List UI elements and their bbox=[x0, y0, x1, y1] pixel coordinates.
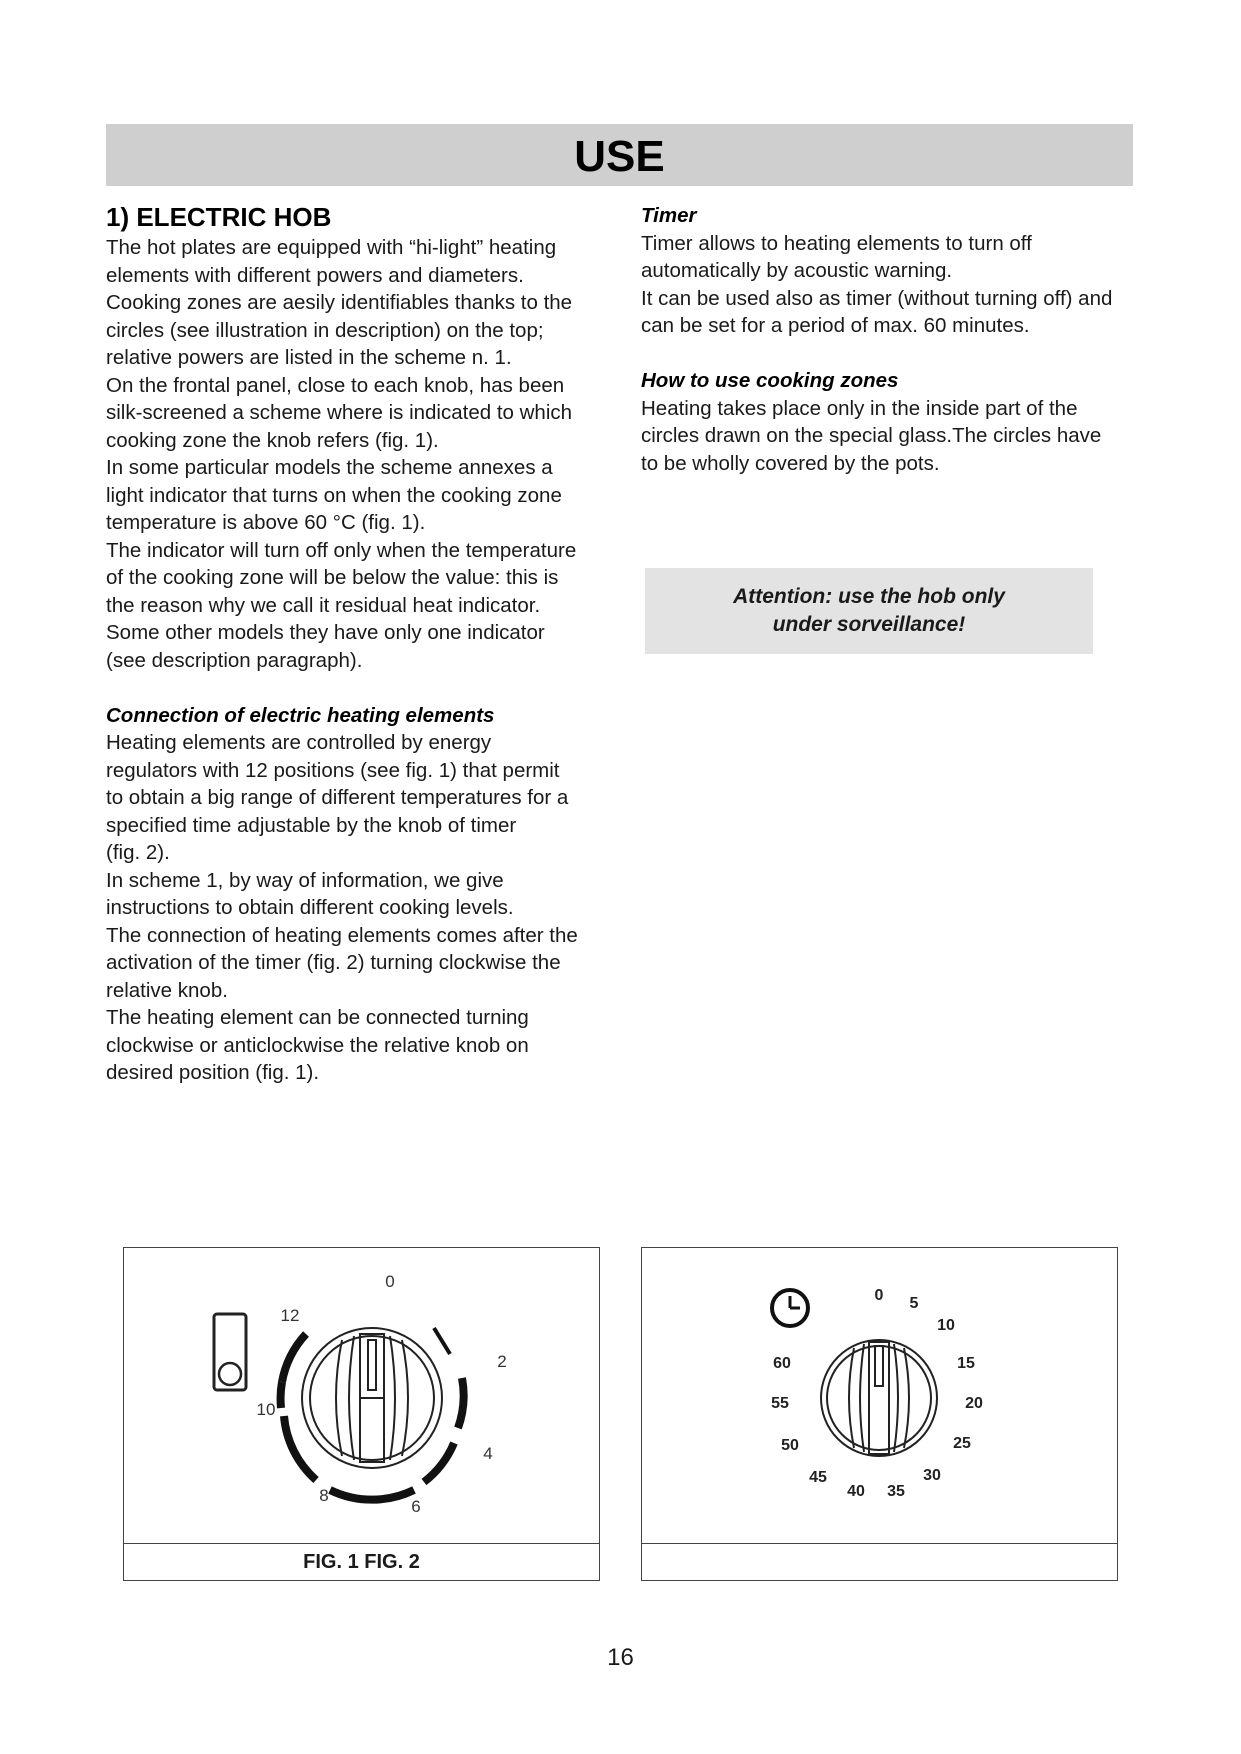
cooking-zones-text-line: Heating takes place only in the inside part of the bbox=[641, 396, 1078, 420]
intro-text-line: temperature is above 60 °C (fig. 1). bbox=[106, 511, 426, 534]
timer-label-50: 50 bbox=[781, 1437, 799, 1454]
scale-arc-segment bbox=[330, 1490, 414, 1500]
timer-label-0: 0 bbox=[874, 1287, 884, 1304]
electric-hob-heading: 1) ELECTRIC HOB bbox=[106, 202, 332, 232]
figure-timer-knob bbox=[641, 1247, 1118, 1581]
regulator-knob-drawing bbox=[124, 1248, 599, 1544]
intro-text-line: cooking zone the knob refers (fig. 1). bbox=[106, 428, 439, 452]
intro-text-line: relative powers are listed in the scheme n. 1. bbox=[106, 346, 512, 369]
page-number: 16 bbox=[607, 1644, 634, 1671]
intro-text-line: The hot plates are equipped with “hi-light” heating bbox=[106, 236, 557, 259]
section-title: USE bbox=[574, 132, 665, 181]
timer-knob-handle bbox=[869, 1342, 889, 1454]
cooking-zones-paragraph bbox=[641, 395, 1161, 478]
timer-label-5: 5 bbox=[909, 1295, 919, 1312]
timer-label-25: 25 bbox=[953, 1435, 971, 1452]
connection-text-line: (fig. 2). bbox=[106, 841, 170, 864]
timer-label-35: 35 bbox=[887, 1483, 905, 1500]
clock-icon bbox=[772, 1290, 808, 1326]
connection-text-line: clockwise or anticlockwise the relative knob on bbox=[106, 1033, 529, 1057]
timer-label-60: 60 bbox=[773, 1355, 791, 1372]
knob-grip-line bbox=[349, 1336, 354, 1460]
timer-knob-inner-ring bbox=[827, 1346, 931, 1450]
knob-grip-line bbox=[402, 1340, 408, 1456]
intro-text-line: In some particular models the scheme annexes a bbox=[106, 456, 553, 479]
timer-paragraph bbox=[641, 230, 1161, 340]
indicator-light-icon bbox=[219, 1363, 241, 1385]
timer-label-15: 15 bbox=[957, 1355, 975, 1372]
knob-grip-line bbox=[904, 1348, 909, 1448]
knob-grip-line bbox=[390, 1336, 395, 1460]
timer-text-line: automatically by acoustic warning. bbox=[641, 259, 953, 282]
scale-arc-segment bbox=[458, 1378, 464, 1428]
connection-text-line: regulators with 12 positions (see fig. 1) that permit bbox=[106, 758, 560, 782]
timer-text-line: It can be used also as timer (without turning off) and bbox=[641, 286, 1113, 310]
connection-text-line: activation of the timer (fig. 2) turning clockwise the bbox=[106, 951, 561, 974]
figure-caption: FIG. 1 FIG. 2 bbox=[124, 1543, 599, 1580]
timer-label-45: 45 bbox=[809, 1469, 827, 1486]
intro-text-line: Cooking zones are aesily identifiables thanks to the bbox=[106, 291, 573, 314]
attention-line-1: Attention: use the hob only bbox=[733, 585, 1005, 608]
right-column bbox=[641, 202, 1161, 477]
scale-arc-segment bbox=[282, 1334, 306, 1382]
cooking-zones-text-line: circles drawn on the special glass.The circles have bbox=[641, 424, 1102, 447]
knob-grip-line bbox=[860, 1344, 864, 1452]
connection-text-line: relative knob. bbox=[106, 978, 228, 1002]
cooking-zones-heading: How to use cooking zones bbox=[641, 369, 899, 392]
connection-text-line: specified time adjustable by the knob of timer bbox=[106, 813, 517, 837]
intro-paragraph bbox=[106, 234, 626, 674]
scale-label-2: 2 bbox=[497, 1352, 507, 1371]
scale-arc-segment bbox=[284, 1416, 316, 1480]
connection-text-line: In scheme 1, by way of information, we give bbox=[106, 868, 504, 892]
intro-text-line: elements with different powers and diameters. bbox=[106, 263, 524, 287]
cooking-zones-text-line: to be wholly covered by the pots. bbox=[641, 451, 940, 475]
left-column bbox=[106, 200, 626, 1087]
connection-text-line: desired position (fig. 1). bbox=[106, 1061, 320, 1084]
connection-text-line: The connection of heating elements comes after the bbox=[106, 923, 578, 947]
connection-text-line: The heating element can be connected turning bbox=[106, 1006, 529, 1029]
timer-heading: Timer bbox=[641, 204, 697, 227]
connection-paragraph bbox=[106, 729, 626, 1087]
scale-arc-segment bbox=[281, 1382, 282, 1408]
figure-energy-regulator-knob bbox=[123, 1247, 600, 1581]
scale-label-6: 6 bbox=[411, 1497, 421, 1516]
knob-grip-line bbox=[849, 1348, 854, 1448]
timer-knob-drawing bbox=[642, 1248, 1117, 1544]
scale-label-12: 12 bbox=[280, 1306, 300, 1325]
scale-label-10: 10 bbox=[256, 1400, 276, 1419]
connection-heading: Connection of electric heating elements bbox=[106, 703, 495, 727]
scale-label-0: 0 bbox=[385, 1272, 395, 1291]
timer-knob-outer-ring bbox=[821, 1340, 937, 1456]
knob-grip-line bbox=[336, 1340, 342, 1456]
knob-pointer bbox=[368, 1340, 376, 1390]
timer-label-30: 30 bbox=[923, 1467, 941, 1484]
connection-text-line: instructions to obtain different cooking levels. bbox=[106, 896, 514, 919]
section-banner bbox=[106, 124, 1133, 186]
figure-caption-empty bbox=[642, 1543, 1117, 1580]
scale-arc-segment bbox=[434, 1328, 450, 1354]
connection-text-line: Heating elements are controlled by energy bbox=[106, 731, 492, 754]
timer-label-55: 55 bbox=[771, 1395, 789, 1412]
intro-text-line: of the cooking zone will be below the value: this is bbox=[106, 566, 559, 589]
timer-label-20: 20 bbox=[965, 1395, 983, 1412]
timer-label-40: 40 bbox=[847, 1483, 865, 1500]
intro-text-line: circles (see illustration in description) on the top; bbox=[106, 318, 544, 342]
connection-text-line: to obtain a big range of different temperatures for a bbox=[106, 786, 569, 809]
intro-text-line: silk-screened a scheme where is indicated to which bbox=[106, 401, 573, 424]
timer-text-line: Timer allows to heating elements to turn off bbox=[641, 231, 1032, 255]
scale-label-8: 8 bbox=[319, 1486, 329, 1505]
timer-text-line: can be set for a period of max. 60 minutes. bbox=[641, 314, 1030, 337]
intro-text-line: the reason why we call it residual heat indicator. bbox=[106, 593, 541, 617]
intro-text-line: light indicator that turns on when the cooking zone bbox=[106, 483, 562, 507]
intro-text-line: The indicator will turn off only when the temperature bbox=[106, 538, 577, 562]
scale-arc-segment bbox=[424, 1443, 454, 1482]
intro-text-line: On the frontal panel, close to each knob, has been bbox=[106, 373, 565, 397]
timer-label-10: 10 bbox=[937, 1317, 955, 1334]
attention-line-2: under sorveillance! bbox=[772, 613, 966, 636]
intro-text-line: (see description paragraph). bbox=[106, 648, 363, 672]
knob-grip-line bbox=[894, 1344, 898, 1452]
timer-knob-pointer bbox=[875, 1346, 883, 1386]
scale-label-4: 4 bbox=[483, 1444, 493, 1463]
intro-text-line: Some other models they have only one indicator bbox=[106, 621, 545, 644]
attention-box bbox=[645, 568, 1093, 654]
